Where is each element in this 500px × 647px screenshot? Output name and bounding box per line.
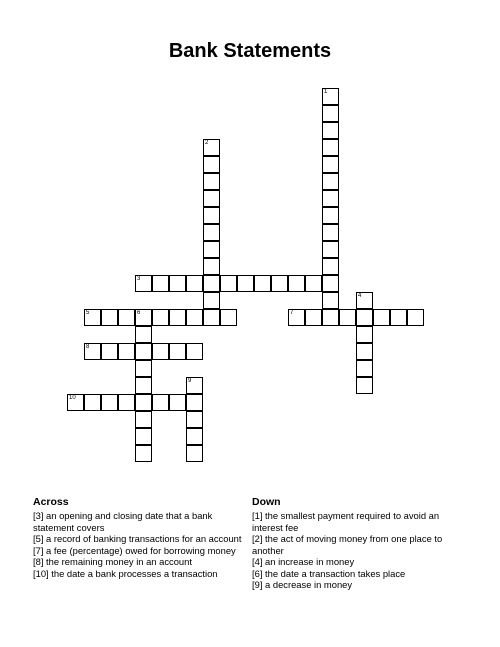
grid-cell[interactable]: [322, 224, 339, 241]
clue-text: the act of moving money from one place to another: [252, 533, 443, 556]
grid-cell[interactable]: [356, 343, 373, 360]
grid-cell[interactable]: [186, 428, 203, 445]
grid-cell[interactable]: [186, 445, 203, 462]
clue-ref: [9]: [252, 579, 263, 590]
grid-cell[interactable]: [322, 156, 339, 173]
across-clue-list: [33, 510, 243, 579]
grid-cell[interactable]: [84, 309, 101, 326]
grid-cell[interactable]: [152, 394, 169, 411]
grid-cell[interactable]: [135, 360, 152, 377]
grid-cell[interactable]: [305, 275, 322, 292]
grid-cell[interactable]: [84, 343, 101, 360]
grid-cell[interactable]: [135, 309, 152, 326]
grid-cell[interactable]: [322, 139, 339, 156]
grid-cell[interactable]: [203, 156, 220, 173]
grid-cell[interactable]: [152, 309, 169, 326]
grid-cell[interactable]: [135, 411, 152, 428]
clue-ref: [5]: [33, 533, 44, 544]
clue-ref: [6]: [252, 567, 263, 579]
down-clue: [252, 510, 452, 533]
clue-ref: [2]: [252, 533, 263, 544]
across-clue: [33, 510, 243, 533]
clue-number: 8: [86, 344, 90, 350]
down-clues: [252, 496, 452, 591]
grid-cell[interactable]: [118, 343, 135, 360]
down-clue: [252, 579, 452, 591]
across-clue: [33, 556, 243, 568]
grid-cell[interactable]: [203, 190, 220, 207]
across-clue: [33, 533, 243, 545]
grid-cell[interactable]: [322, 207, 339, 224]
clue-text: the smallest payment required to avoid an interest fee: [252, 510, 440, 533]
grid-cell[interactable]: [356, 360, 373, 377]
clue-number: 7: [290, 310, 294, 316]
down-clue: [252, 568, 452, 580]
grid-cell[interactable]: [322, 88, 339, 105]
clue-ref: [3]: [33, 510, 44, 521]
clue-number: 3: [137, 276, 141, 282]
grid-cell[interactable]: [356, 292, 373, 309]
grid-cell[interactable]: [169, 275, 186, 292]
grid-cell[interactable]: [135, 428, 152, 445]
grid-cell[interactable]: [186, 343, 203, 360]
clue-ref: [8]: [33, 556, 44, 567]
grid-cell[interactable]: [186, 309, 203, 326]
grid-cell[interactable]: [271, 275, 288, 292]
grid-cell[interactable]: [203, 173, 220, 190]
down-clue: [252, 556, 452, 568]
clue-ref: [7]: [33, 544, 44, 556]
grid-cell[interactable]: [118, 394, 135, 411]
grid-cell[interactable]: [203, 292, 220, 309]
grid-cell[interactable]: [373, 309, 390, 326]
grid-cell[interactable]: [101, 309, 118, 326]
clue-number: 4: [358, 293, 362, 299]
grid-cell[interactable]: [322, 190, 339, 207]
grid-cell[interactable]: [84, 394, 101, 411]
grid-cell[interactable]: [203, 207, 220, 224]
page-title: Bank Statements: [168, 40, 332, 62]
clue-text: a fee (percentage) owed for borrowing money: [43, 544, 236, 556]
grid-cell[interactable]: [220, 309, 237, 326]
grid-cell[interactable]: [135, 326, 152, 343]
clue-number: 2: [205, 140, 209, 146]
grid-cell[interactable]: [203, 139, 220, 156]
across-clue: [33, 545, 243, 557]
grid-cell[interactable]: [135, 445, 152, 462]
grid-cell[interactable]: [169, 343, 186, 360]
clue-number: 1: [324, 89, 328, 95]
grid-cell[interactable]: [322, 241, 339, 258]
grid-cell[interactable]: [186, 394, 203, 411]
grid-cell[interactable]: [322, 292, 339, 309]
grid-cell[interactable]: [101, 394, 118, 411]
clue-text: an opening and closing date that a bank statement covers: [33, 510, 213, 533]
grid-cell[interactable]: [118, 309, 135, 326]
grid-cell[interactable]: [203, 275, 220, 292]
clue-text: the remaining money in an account: [43, 556, 192, 567]
grid-cell[interactable]: [169, 394, 186, 411]
grid-cell[interactable]: [169, 309, 186, 326]
grid-cell[interactable]: [152, 275, 169, 292]
grid-cell[interactable]: [135, 343, 152, 360]
grid-cell[interactable]: [407, 309, 424, 326]
grid-cell[interactable]: [186, 377, 203, 394]
down-clue: [252, 533, 452, 556]
grid-cell[interactable]: [101, 343, 118, 360]
clue-number: 6: [137, 310, 141, 316]
grid-cell[interactable]: [305, 309, 322, 326]
grid-cell[interactable]: [339, 309, 356, 326]
down-heading: Down: [252, 496, 281, 508]
grid-cell[interactable]: [356, 377, 373, 394]
grid-cell[interactable]: [135, 394, 152, 411]
grid-cell[interactable]: [67, 394, 84, 411]
grid-cell[interactable]: [203, 241, 220, 258]
clue-ref: [4]: [252, 556, 263, 567]
grid-cell[interactable]: [186, 275, 203, 292]
down-clue-list: [252, 510, 452, 591]
grid-cell[interactable]: [390, 309, 407, 326]
clue-number: 10: [69, 395, 76, 401]
clue-text: a record of banking transactions for an account: [43, 533, 242, 544]
clue-text: a decrease in money: [262, 579, 353, 590]
grid-cell[interactable]: [356, 326, 373, 343]
grid-cell[interactable]: [322, 105, 339, 122]
clue-text: an increase in money: [262, 556, 355, 567]
grid-cell[interactable]: [322, 309, 339, 326]
across-heading: Across: [33, 496, 69, 508]
grid-cell[interactable]: [322, 122, 339, 139]
clue-number: 9: [188, 378, 192, 384]
grid-cell[interactable]: [203, 309, 220, 326]
across-clues: [33, 496, 243, 579]
grid-cell[interactable]: [186, 411, 203, 428]
grid-cell[interactable]: [135, 275, 152, 292]
grid-cell[interactable]: [322, 258, 339, 275]
grid-cell[interactable]: [135, 377, 152, 394]
across-clue: [33, 568, 243, 580]
clue-ref: [10]: [33, 567, 49, 579]
grid-cell[interactable]: [356, 309, 373, 326]
grid-cell[interactable]: [220, 275, 237, 292]
grid-cell[interactable]: [203, 258, 220, 275]
grid-cell[interactable]: [322, 275, 339, 292]
grid-cell[interactable]: [237, 275, 254, 292]
grid-cell[interactable]: [288, 275, 305, 292]
grid-cell[interactable]: [288, 309, 305, 326]
grid-cell[interactable]: [322, 173, 339, 190]
clue-ref: [1]: [252, 510, 263, 521]
clue-text: the date a bank processes a transaction: [48, 567, 218, 579]
clue-number: 5: [86, 310, 90, 316]
grid-cell[interactable]: [254, 275, 271, 292]
grid-cell[interactable]: [152, 343, 169, 360]
clue-text: the date a transaction takes place: [262, 567, 406, 579]
grid-cell[interactable]: [203, 224, 220, 241]
